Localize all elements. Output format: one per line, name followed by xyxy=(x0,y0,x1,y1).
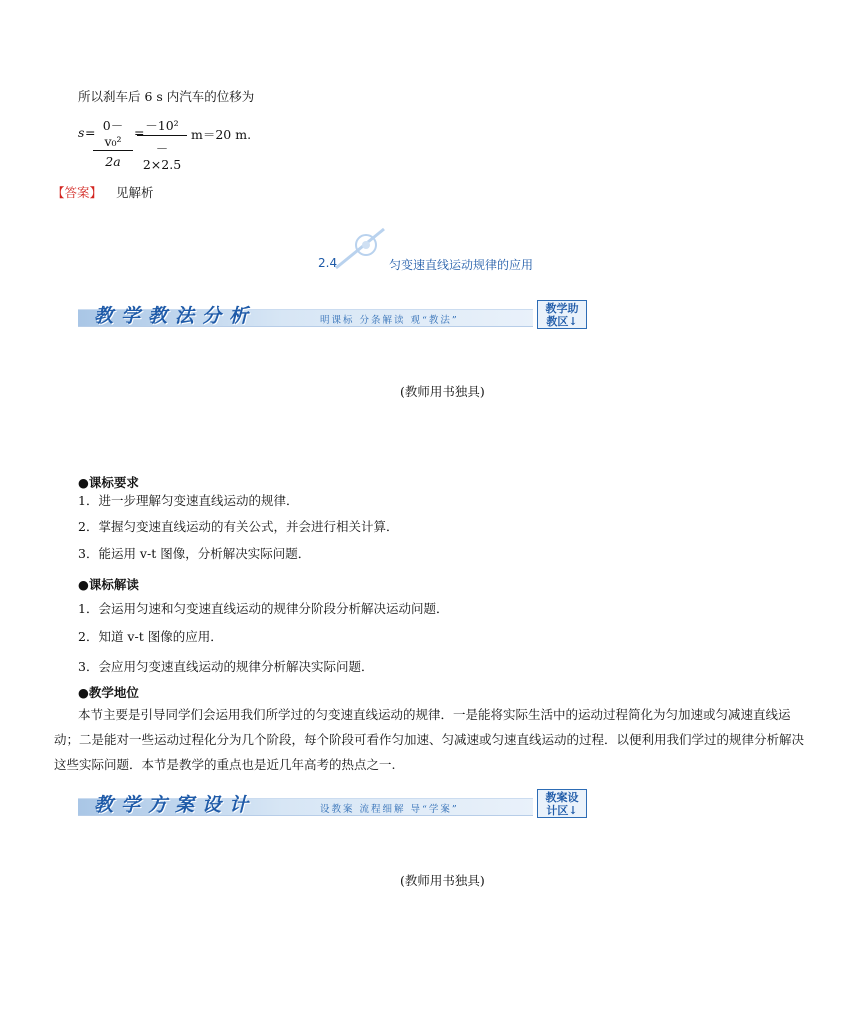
badge-line-1: 教案设 xyxy=(545,791,579,804)
teacher-note: (教师用书独具) xyxy=(400,384,485,399)
banner-title: 教学方案设计 xyxy=(94,794,257,816)
fraction-1-numerator: 0－v₀² xyxy=(93,116,133,151)
teacher-note: (教师用书独具) xyxy=(400,873,485,888)
answer-text: 见解析 xyxy=(116,185,154,200)
badge-line-2: 计区↓ xyxy=(546,804,578,817)
section-decoration-icon xyxy=(334,226,390,270)
answer-line xyxy=(52,183,154,201)
status-paragraph: 本节主要是引导同学们会运用我们所学过的匀变速直线运动的规律．一是能将实际生活中的运动过程简化为匀加速或匀减速直线运动；二是能对一些运动过程化分为几个阶段，每个阶段可看作匀加速、匀减速或匀速直线运动的过程．以便利用我们学过的规律分析解决这些实际问题．本节是教学的重点也是近几年高考的热点之一. xyxy=(54,707,805,772)
fraction-1-denominator: 2a xyxy=(105,154,121,169)
formula-result: m＝20 m. xyxy=(191,127,252,142)
formula-equals: = xyxy=(85,125,96,140)
banner-teaching-analysis xyxy=(78,300,587,331)
fraction-2-numerator: －10² xyxy=(137,116,187,136)
interpretation-item-2: 2．知道 v-t 图像的应用． xyxy=(78,629,223,644)
section-title: 匀变速直线运动规律的应用 xyxy=(389,258,534,272)
solution-intro: 所以刹车后 6 s 内汽车的位移为 xyxy=(78,89,255,104)
banner-badge[interactable] xyxy=(537,789,587,818)
answer-tag: 【答案】 xyxy=(52,185,103,200)
badge-line-1: 教学助 xyxy=(545,302,579,315)
banner-motto: 明课标 分条解读 观“教法” xyxy=(320,315,459,326)
requirement-item-2: 2．掌握匀变速直线运动的有关公式，并会进行相关计算． xyxy=(78,519,399,534)
banner-title: 教学教法分析 xyxy=(94,305,257,327)
requirements-heading: ●课标要求 xyxy=(78,475,139,490)
interpretation-item-1: 1．会运用匀速和匀变速直线运动的规律分阶段分析解决运动问题． xyxy=(78,601,449,616)
status-heading: ●教学地位 xyxy=(78,685,139,700)
fraction-2-denominator: －2×2.5 xyxy=(142,141,182,172)
interpretation-heading: ●课标解读 xyxy=(78,577,139,592)
requirement-item-1: 1．进一步理解匀变速直线运动的规律． xyxy=(78,493,299,508)
formula-fraction-2 xyxy=(137,116,187,172)
interpretation-item-3: 3．会应用匀变速直线运动的规律分析解决实际问题． xyxy=(78,659,374,674)
formula-lhs: s xyxy=(78,125,85,140)
badge-line-2: 教区↓ xyxy=(546,315,578,328)
requirement-item-3: 3．能运用 v-t 图像，分析解决实际问题． xyxy=(78,546,311,561)
section-number: 2.4 xyxy=(318,256,338,270)
formula-fraction-1 xyxy=(93,116,133,169)
formula-equals-2: = xyxy=(134,125,145,140)
banner-teaching-plan xyxy=(78,789,587,820)
banner-badge[interactable] xyxy=(537,300,587,329)
banner-motto: 设教案 流程细解 导“学案” xyxy=(320,804,459,815)
